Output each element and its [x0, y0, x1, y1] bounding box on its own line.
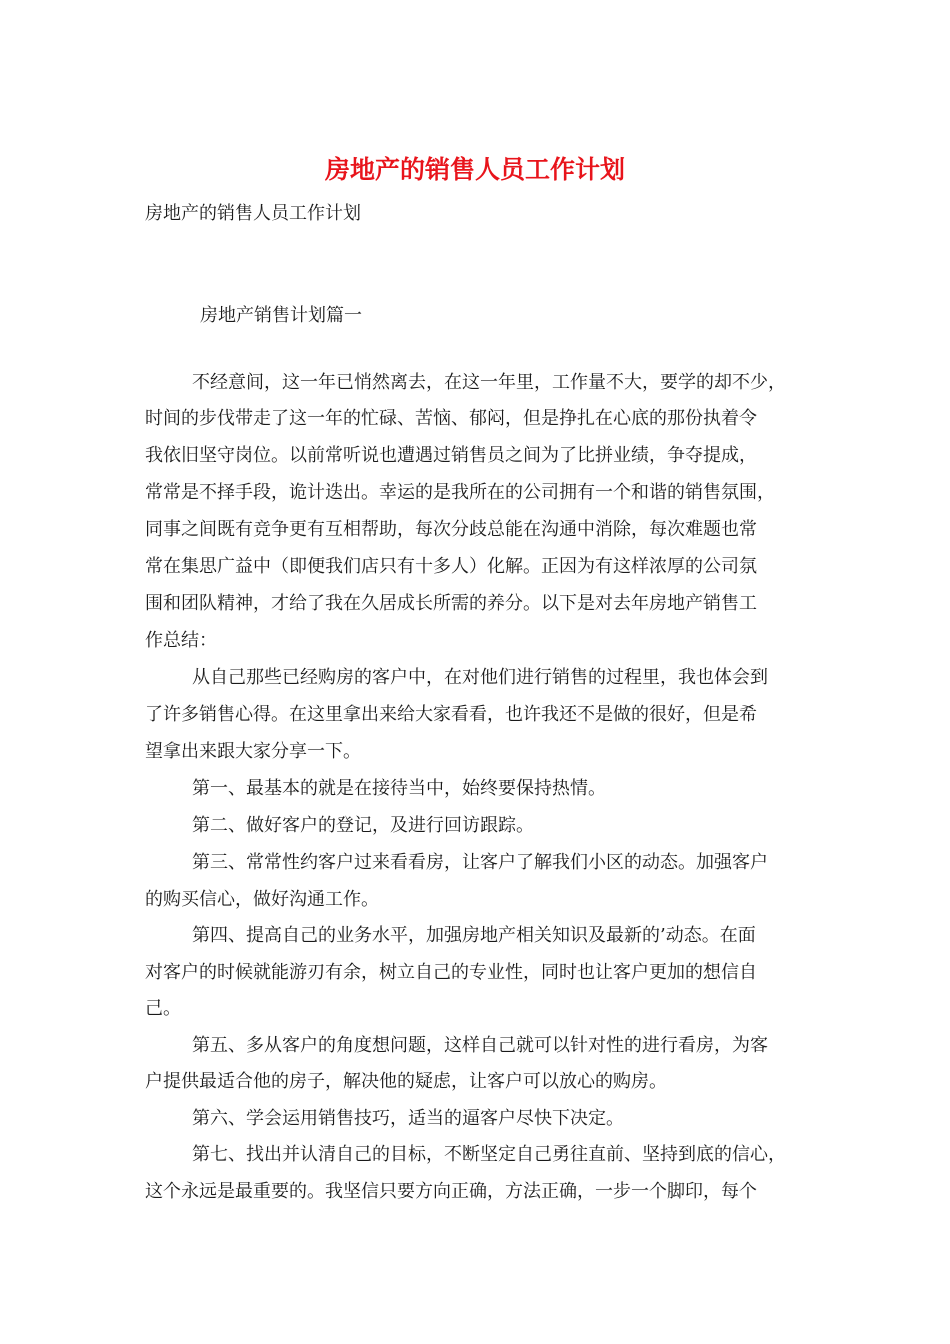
- body-line: 第七、找出并认清自己的目标，不断坚定自己勇往直前、坚持到底的信心，: [192, 1144, 786, 1165]
- body-line: 了许多销售心得。在这里拿出来给大家看看，也许我还不是做的很好，但是希: [145, 704, 757, 725]
- body-line: 时间的步伐带走了这一年的忙碌、苦恼、郁闷，但是挣扎在心底的那份执着令: [145, 408, 757, 429]
- body-line: 第三、常常性约客户过来看看房，让客户了解我们小区的动态。加强客户: [192, 852, 768, 873]
- body-line: 第四、提高自己的业务水平，加强房地产相关知识及最新的’动态。在面: [192, 925, 756, 946]
- section-heading: 房地产销售计划篇一: [200, 305, 362, 326]
- body-line: 不经意间，这一年已悄然离去，在这一年里，工作量不大，要学的却不少，: [192, 372, 786, 393]
- body-line: 从自己那些已经购房的客户中，在对他们进行销售的过程里，我也体会到: [192, 667, 768, 688]
- body-line: 围和团队精神，才给了我在久居成长所需的养分。以下是对去年房地产销售工: [145, 593, 757, 614]
- body-line: 第六、学会运用销售技巧，适当的逼客户尽快下决定。: [192, 1108, 624, 1129]
- body-line: 己。: [145, 998, 181, 1019]
- body-line: 常在集思广益中（即便我们店只有十多人）化解。正因为有这样浓厚的公司氛: [145, 556, 757, 577]
- document-subtitle: 房地产的销售人员工作计划: [145, 203, 361, 224]
- body-line: 第一、最基本的就是在接待当中，始终要保持热情。: [192, 778, 606, 799]
- body-line: 同事之间既有竞争更有互相帮助，每次分歧总能在沟通中消除，每次难题也常: [145, 519, 757, 540]
- body-line: 对客户的时候就能游刃有余，树立自己的专业性，同时也让客户更加的想信自: [145, 962, 757, 983]
- document-title: 房地产的销售人员工作计划: [324, 155, 625, 184]
- body-line: 我依旧坚守岗位。以前常听说也遭遇过销售员之间为了比拼业绩，争夺提成，: [145, 445, 757, 466]
- body-line: 望拿出来跟大家分享一下。: [145, 741, 361, 762]
- body-line: 户提供最适合他的房子，解决他的疑虑，让客户可以放心的购房。: [145, 1071, 667, 1092]
- body-line: 第五、多从客户的角度想问题，这样自己就可以针对性的进行看房，为客: [192, 1035, 768, 1056]
- body-line: 这个永远是最重要的。我坚信只要方向正确，方法正确，一步一个脚印，每个: [145, 1181, 757, 1202]
- body-line: 常常是不择手段，诡计迭出。幸运的是我所在的公司拥有一个和谐的销售氛围，: [145, 482, 775, 503]
- body-line: 第二、做好客户的登记，及进行回访跟踪。: [192, 815, 534, 836]
- body-line: 的购买信心，做好沟通工作。: [145, 889, 379, 910]
- body-line: 作总结：: [145, 630, 217, 651]
